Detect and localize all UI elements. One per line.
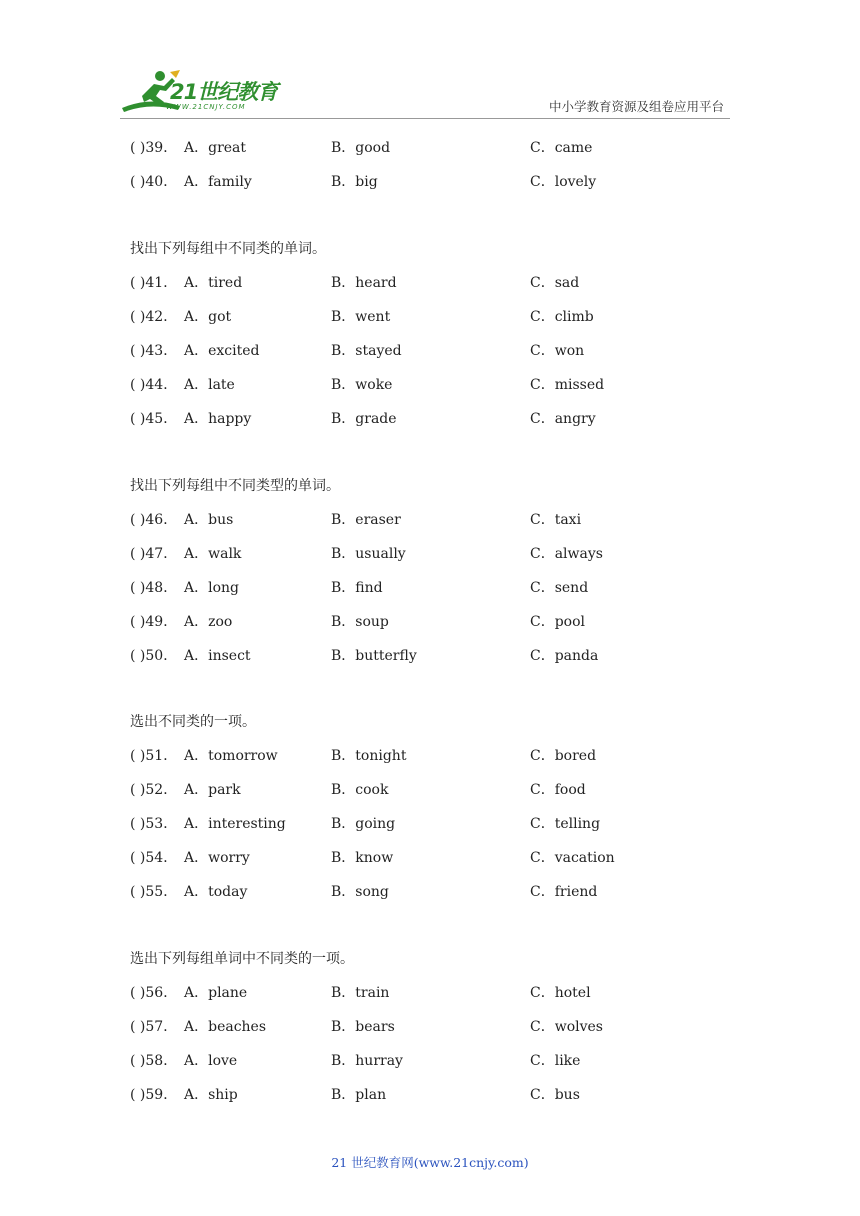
question-number[interactable]: ( )53． (130, 816, 178, 832)
logo-url: WWW.21CNJY.COM (166, 103, 246, 111)
option-b[interactable]: B．know (331, 850, 394, 866)
option-c[interactable]: C．sad (530, 275, 580, 291)
option-a[interactable]: A．tomorrow (184, 748, 278, 764)
option-c[interactable]: C．won (530, 343, 585, 359)
option-b[interactable]: B．eraser (331, 512, 401, 528)
option-c[interactable]: C．missed (530, 377, 605, 393)
question-row (0, 1050, 860, 1072)
option-a[interactable]: A．beaches (184, 1019, 267, 1035)
option-c[interactable]: C．food (530, 782, 586, 798)
question-row (0, 408, 860, 430)
option-b[interactable]: B．usually (331, 546, 406, 562)
option-a[interactable]: A．interesting (184, 816, 286, 832)
question-number[interactable]: ( )46． (130, 512, 178, 528)
option-a[interactable]: A．love (184, 1053, 238, 1069)
option-a[interactable]: A．park (184, 782, 241, 798)
option-b[interactable]: B．woke (331, 377, 393, 393)
question-number[interactable]: ( )48． (130, 580, 178, 596)
option-a[interactable]: A．worry (184, 850, 250, 866)
option-c[interactable]: C．wolves (530, 1019, 603, 1035)
option-b[interactable]: B．big (331, 174, 378, 190)
question-row (0, 813, 860, 835)
question-number[interactable]: ( )50． (130, 648, 178, 664)
header-divider (120, 118, 730, 119)
question-row (0, 881, 860, 903)
page-footer[interactable]: 21 世纪教育网(www.21cnjy.com) (331, 1155, 529, 1170)
question-number[interactable]: ( )45． (130, 411, 178, 427)
section-title: 选出下列每组单词中不同类的一项。 (130, 951, 354, 967)
option-b[interactable]: B．butterfly (331, 648, 417, 664)
question-number[interactable]: ( )41． (130, 275, 178, 291)
option-a[interactable]: A．happy (184, 411, 252, 427)
question-row (0, 645, 860, 667)
section-title: 找出下列每组中不同类型的单词。 (130, 478, 340, 494)
option-c[interactable]: C．telling (530, 816, 601, 832)
option-a[interactable]: A．long (184, 580, 239, 596)
option-c[interactable]: C．lovely (530, 174, 597, 190)
option-a[interactable]: A．bus (184, 512, 234, 528)
question-number[interactable]: ( )56． (130, 985, 178, 1001)
option-c[interactable]: C．climb (530, 309, 594, 325)
question-row (0, 340, 860, 362)
section-title: 找出下列每组中不同类的单词。 (130, 241, 326, 257)
question-row (0, 272, 860, 294)
option-b[interactable]: B．bears (331, 1019, 395, 1035)
header-platform-name: 中小学教育资源及组卷应用平台 (549, 99, 725, 114)
question-row (0, 779, 860, 801)
question-number[interactable]: ( )52． (130, 782, 178, 798)
option-a[interactable]: A．insect (184, 648, 251, 664)
option-b[interactable]: B．heard (331, 275, 397, 291)
question-row (0, 611, 860, 633)
option-b[interactable]: B．cook (331, 782, 389, 798)
question-number[interactable]: ( )44． (130, 377, 178, 393)
option-b[interactable]: B．grade (331, 411, 397, 427)
question-row (0, 509, 860, 531)
option-c[interactable]: C．bored (530, 748, 597, 764)
option-a[interactable]: A．zoo (184, 614, 233, 630)
option-c[interactable]: C．taxi (530, 512, 582, 528)
option-a[interactable]: A．late (184, 377, 235, 393)
question-row (0, 137, 860, 159)
question-row (0, 306, 860, 328)
section-title: 选出不同类的一项。 (130, 714, 256, 730)
option-a[interactable]: A．got (184, 309, 232, 325)
option-b[interactable]: B．stayed (331, 343, 402, 359)
question-row (0, 1084, 860, 1106)
option-a[interactable]: A．excited (184, 343, 260, 359)
question-number[interactable]: ( )42． (130, 309, 178, 325)
option-a[interactable]: A．today (184, 884, 248, 900)
question-number[interactable]: ( )43． (130, 343, 178, 359)
option-b[interactable]: B．find (331, 580, 383, 596)
question-number[interactable]: ( )54． (130, 850, 178, 866)
question-row (0, 577, 860, 599)
option-a[interactable]: A．ship (184, 1087, 238, 1103)
option-b[interactable]: B．plan (331, 1087, 387, 1103)
option-b[interactable]: B．went (331, 309, 391, 325)
option-a[interactable]: A．tired (184, 275, 243, 291)
option-b[interactable]: B．hurray (331, 1053, 403, 1069)
option-c[interactable]: C．like (530, 1053, 581, 1069)
question-number[interactable]: ( )40． (130, 174, 178, 190)
question-row (0, 1016, 860, 1038)
question-number[interactable]: ( )39． (130, 140, 178, 156)
question-row (0, 847, 860, 869)
option-b[interactable]: B．soup (331, 614, 389, 630)
option-b[interactable]: B．song (331, 884, 389, 900)
question-row (0, 374, 860, 396)
question-number[interactable]: ( )58． (130, 1053, 178, 1069)
option-c[interactable]: C．vacation (530, 850, 615, 866)
question-row (0, 745, 860, 767)
question-row (0, 171, 860, 193)
option-c[interactable]: C．came (530, 140, 593, 156)
question-number[interactable]: ( )47． (130, 546, 178, 562)
option-c[interactable]: C．bus (530, 1087, 580, 1103)
option-b[interactable]: B．good (331, 140, 391, 156)
option-a[interactable]: A．great (184, 140, 247, 156)
question-row (0, 543, 860, 565)
question-number[interactable]: ( )59． (130, 1087, 178, 1103)
question-number[interactable]: ( )49． (130, 614, 178, 630)
logo-text: 21世纪教育 (170, 80, 278, 104)
question-number[interactable]: ( )57． (130, 1019, 178, 1035)
option-a[interactable]: A．walk (184, 546, 242, 562)
page-header (0, 0, 860, 130)
option-a[interactable]: A．plane (184, 985, 248, 1001)
option-b[interactable]: B．tonight (331, 748, 407, 764)
option-c[interactable]: C．hotel (530, 985, 591, 1001)
option-a[interactable]: A．family (184, 174, 252, 190)
option-b[interactable]: B．going (331, 816, 396, 832)
option-c[interactable]: C．angry (530, 411, 596, 427)
option-c[interactable]: C．always (530, 546, 603, 562)
question-number[interactable]: ( )55． (130, 884, 178, 900)
option-c[interactable]: C．panda (530, 648, 599, 664)
option-b[interactable]: B．train (331, 985, 390, 1001)
option-c[interactable]: C．friend (530, 884, 598, 900)
option-c[interactable]: C．send (530, 580, 589, 596)
question-row (0, 982, 860, 1004)
option-c[interactable]: C．pool (530, 614, 586, 630)
question-number[interactable]: ( )51． (130, 748, 178, 764)
